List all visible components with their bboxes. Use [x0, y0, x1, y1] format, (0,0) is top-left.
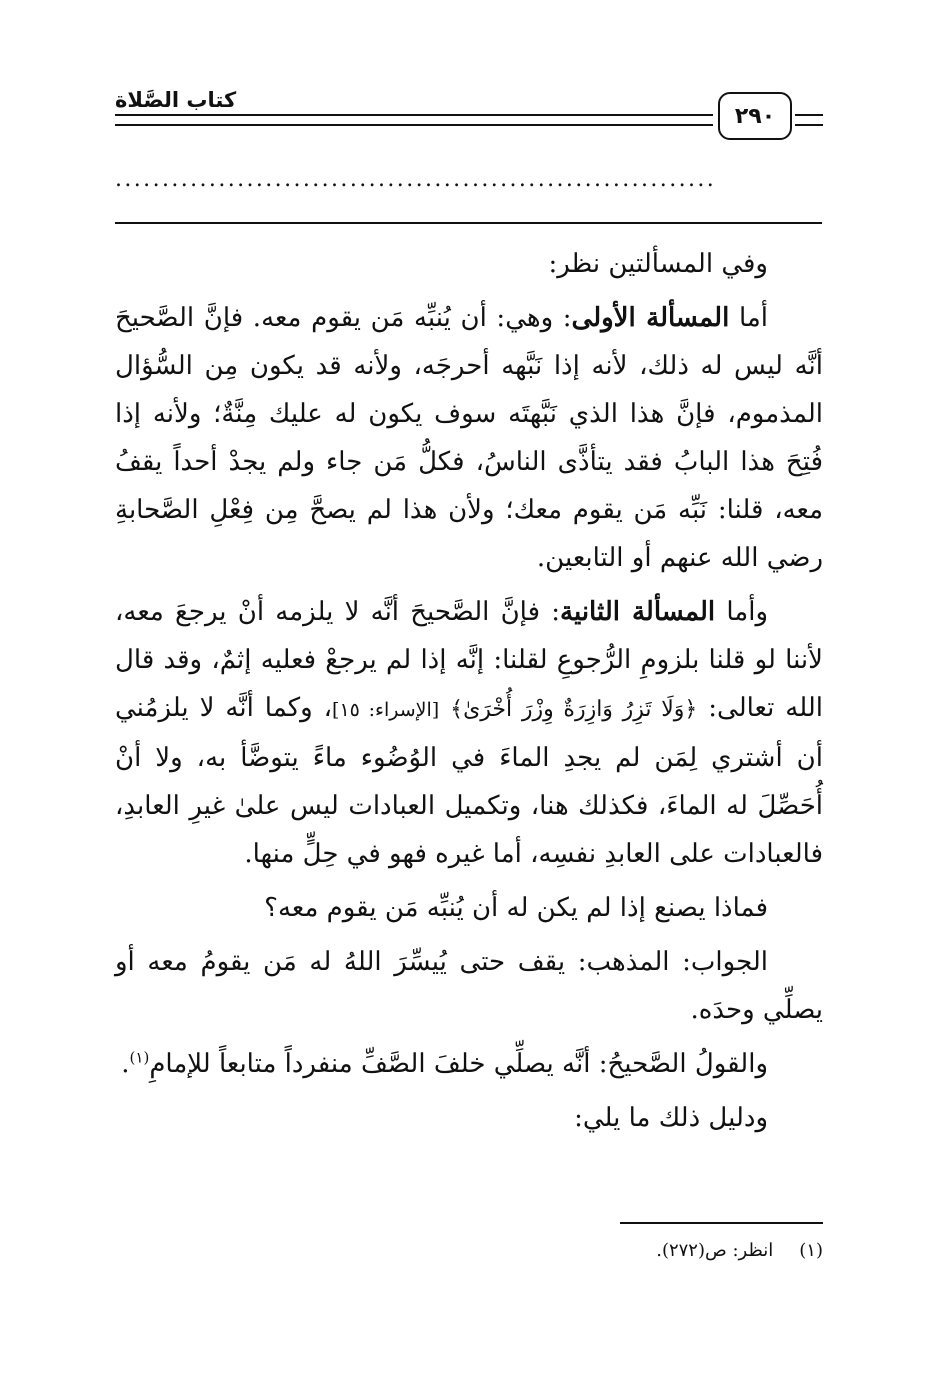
running-title: كتاب الصَّلاة: [115, 88, 250, 112]
paragraph-first-issue: أما المسألة الأولى: وهي: أن يُنبِّه مَن يقوم معه. فإنَّ الصَّحيحَ أنَّه ليس له ذلك، لأنه إذا نَبَّهه أحرجَه، ولأنه قد يكون مِن السُّؤال المذموم، فإنَّ هذا الذي نَبَّهتَه سوف يكون له عليك مِنَّةٌ؛ ولأنه إذا فُتِحَ هذا البابُ فقد يتأذَّى الناسُ، فكلُّ مَن جاء ولم يجدْ أحداً يقفُ معه، قلنا: نَبِّه مَن يقوم معك؛ ولأن هذا لم يصحَّ مِن فِعْلِ الصَّحابةِ رضي الله عنهم أو التابعين.: [115, 303, 823, 573]
footnote: [500, 1236, 823, 1266]
page-header: [115, 88, 823, 148]
verse-citation: [الإسراء: ١٥]: [332, 699, 440, 721]
paragraph-question: فماذا يصنع إذا لم يكن له أن يُنبِّه مَن يقوم معه؟: [264, 893, 768, 923]
paragraph-evidence: ودليل ذلك ما يلي:: [574, 1103, 768, 1133]
heading-first-issue: المسألة الأولى: [571, 303, 730, 333]
separator-line: [115, 222, 822, 224]
quran-verse: ﴿وَلَا تَزِرُ وَازِرَةٌ وِزْرَ أُخْرَىٰ﴾: [450, 697, 698, 722]
paragraph-correct-view: والقولُ الصَّحيحُ: أنَّه يصلِّي خلفَ الصَّفِّ منفرداً متابعاً للإمامِ$^{(١)}$.: [121, 1048, 768, 1079]
heading-second-issue: المسألة الثانية: [560, 597, 716, 627]
footnote-marker: (١): [129, 1048, 150, 1067]
paragraph-answer: الجواب: المذهب: يقف حتى يُيسِّرَ اللهُ له مَن يقومُ معه أو يصلِّي وحدَه.: [115, 947, 823, 1025]
header-rule-left: [115, 114, 713, 126]
dotted-separator: ................................................................: [115, 170, 717, 190]
page-number: ٢٩٠: [718, 92, 792, 140]
main-text: [115, 240, 823, 1148]
footnote-text: انظر: ص(٢٧٢).: [656, 1240, 774, 1261]
paragraph-intro: وفي المسألتين نظر:: [548, 249, 768, 279]
paragraph-second-issue: وأما المسألة الثانية: فإنَّ الصَّحيحَ أنَّه لا يلزمه أنْ يرجعَ معه، لأننا لو قلنا بلزومِ الرُّجوعِ لقلنا: إنَّه إذا لم يرجعْ فعليه إثمٌ، وقد قال الله تعالى: ﴿وَلَا تَزِرُ وَازِرَةٌ وِزْرَ أُخْرَىٰ﴾ [الإسراء: ١٥]، وكما أنَّه لا يلزمُني أن أشتري لِمَن لم يجدِ الماءَ في الوُضُوء ماءً يتوضَّأ به، ولا أنْ أُحَصِّلَ له الماءَ، فكذلك هنا، وتكميل العبادات ليس علىٰ غيرِ العابدِ، فالعبادات على العابدِ نفسِه، أما غيره فهو في حِلٍّ منها.: [115, 597, 823, 869]
header-rule-right: [795, 114, 823, 126]
footnote-rule: [620, 1222, 823, 1224]
footnote-number: (١): [799, 1240, 823, 1261]
